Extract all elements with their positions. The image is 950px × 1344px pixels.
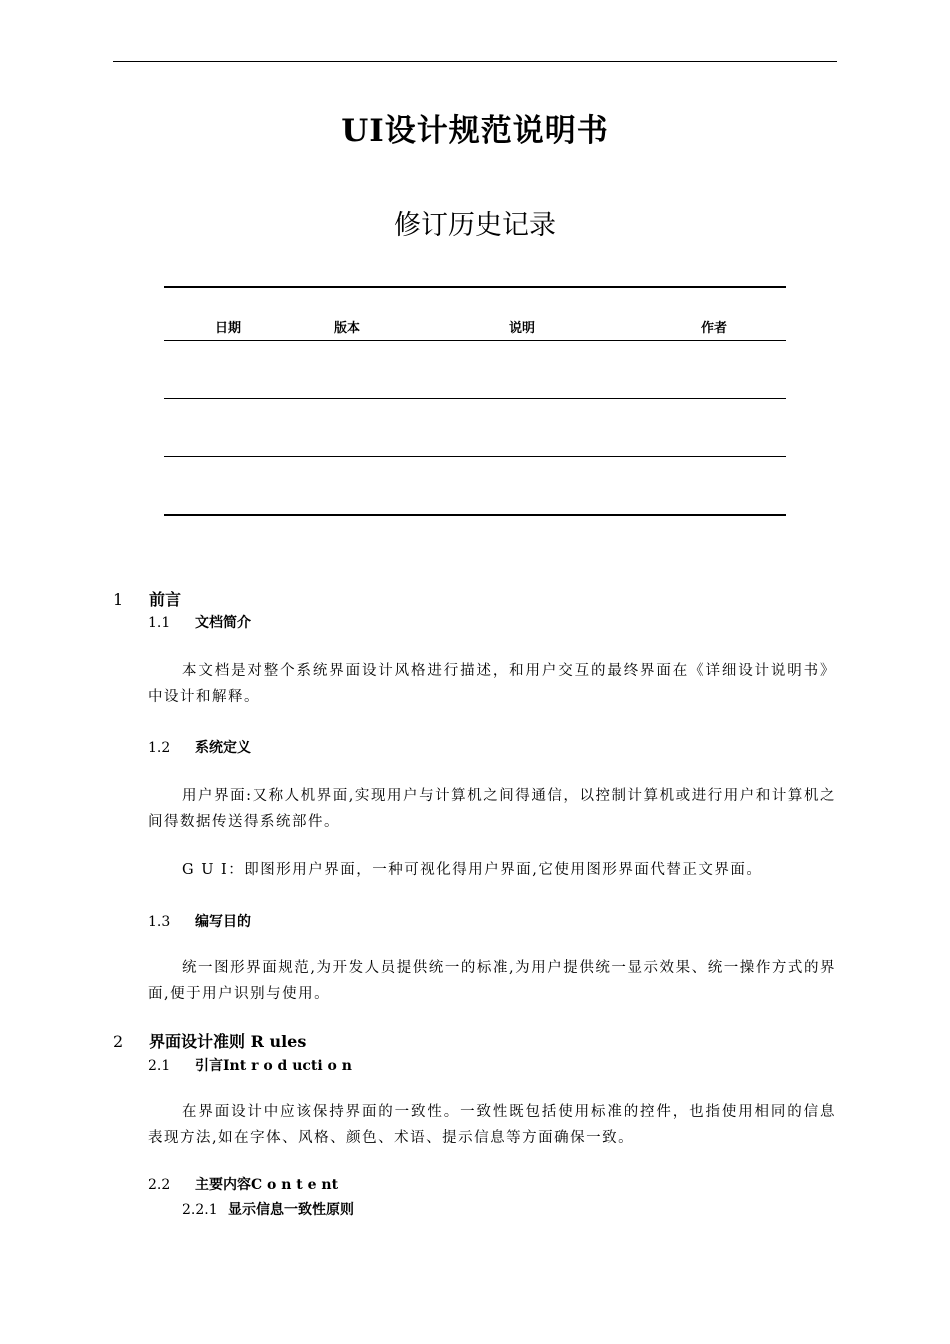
section-number: 2.2 — [148, 1177, 171, 1193]
section-number: 1.1 — [148, 615, 171, 631]
revision-history-table — [164, 286, 786, 516]
table-row — [164, 399, 786, 457]
table-row — [164, 457, 786, 516]
section-title: 编写目的 — [195, 914, 251, 930]
section-number: 1.2 — [148, 740, 171, 756]
section-number: 2 — [113, 1032, 124, 1051]
section-heading-2-2 — [148, 1174, 338, 1194]
revision-history-title: 修订历史记录 — [394, 210, 556, 241]
column-header-author: 作者 — [642, 287, 786, 341]
table-row — [164, 341, 786, 399]
section-number: 1 — [113, 590, 124, 609]
section-heading-2-2-1 — [182, 1199, 354, 1219]
paragraph-ui-definition: 用户界面:又称人机界面,实现用户与计算机之间得通信，以控制计算机或进行用户和计算机之间得数据传送得系统部件。 — [148, 788, 836, 830]
section-title: 文档简介 — [195, 615, 251, 631]
section-number: 2.2.1 — [182, 1202, 218, 1218]
section-heading-1 — [113, 587, 181, 610]
paragraph-gui-definition: G U I：即图形用户界面，一种可视化得用户界面,它使用图形界面代替正文界面。 — [182, 862, 763, 878]
column-header-date: 日期 — [164, 287, 292, 341]
section-heading-2 — [113, 1029, 306, 1052]
paragraph-purpose: 统一图形界面规范,为开发人员提供统一的标准,为用户提供统一显示效果、统一操作方式的界面,便于用户识别与使用。 — [148, 960, 836, 1002]
section-title: 引言Int r o d ucti o n — [195, 1058, 352, 1074]
section-title: 显示信息一致性原则 — [228, 1202, 354, 1218]
paragraph-introduction: 在界面设计中应该保持界面的一致性。一致性既包括使用标准的控件，也指使用相同的信息表现方法,如在字体、风格、颜色、术语、提示信息等方面确保一致。 — [148, 1104, 836, 1146]
paragraph-document-intro: 本文档是对整个系统界面设计风格进行描述，和用户交互的最终界面在《详细设计说明书》中设计和解释。 — [148, 663, 836, 705]
section-number: 1.3 — [148, 914, 171, 930]
section-heading-1-3 — [148, 911, 251, 931]
table-header-row — [164, 287, 786, 341]
section-title: 系统定义 — [195, 740, 251, 756]
column-header-version: 版本 — [292, 287, 402, 341]
section-heading-1-1 — [148, 612, 251, 632]
document-title: UI设计规范说明书 — [341, 113, 609, 149]
section-heading-2-1 — [148, 1055, 352, 1075]
section-title: 主要内容C o n t e nt — [195, 1177, 339, 1193]
header-rule — [113, 61, 837, 62]
section-title: 前言 — [149, 590, 182, 609]
section-title: 界面设计准则 R ules — [149, 1032, 307, 1051]
column-header-description: 说明 — [402, 287, 642, 341]
section-heading-1-2 — [148, 737, 251, 757]
section-number: 2.1 — [148, 1058, 171, 1074]
